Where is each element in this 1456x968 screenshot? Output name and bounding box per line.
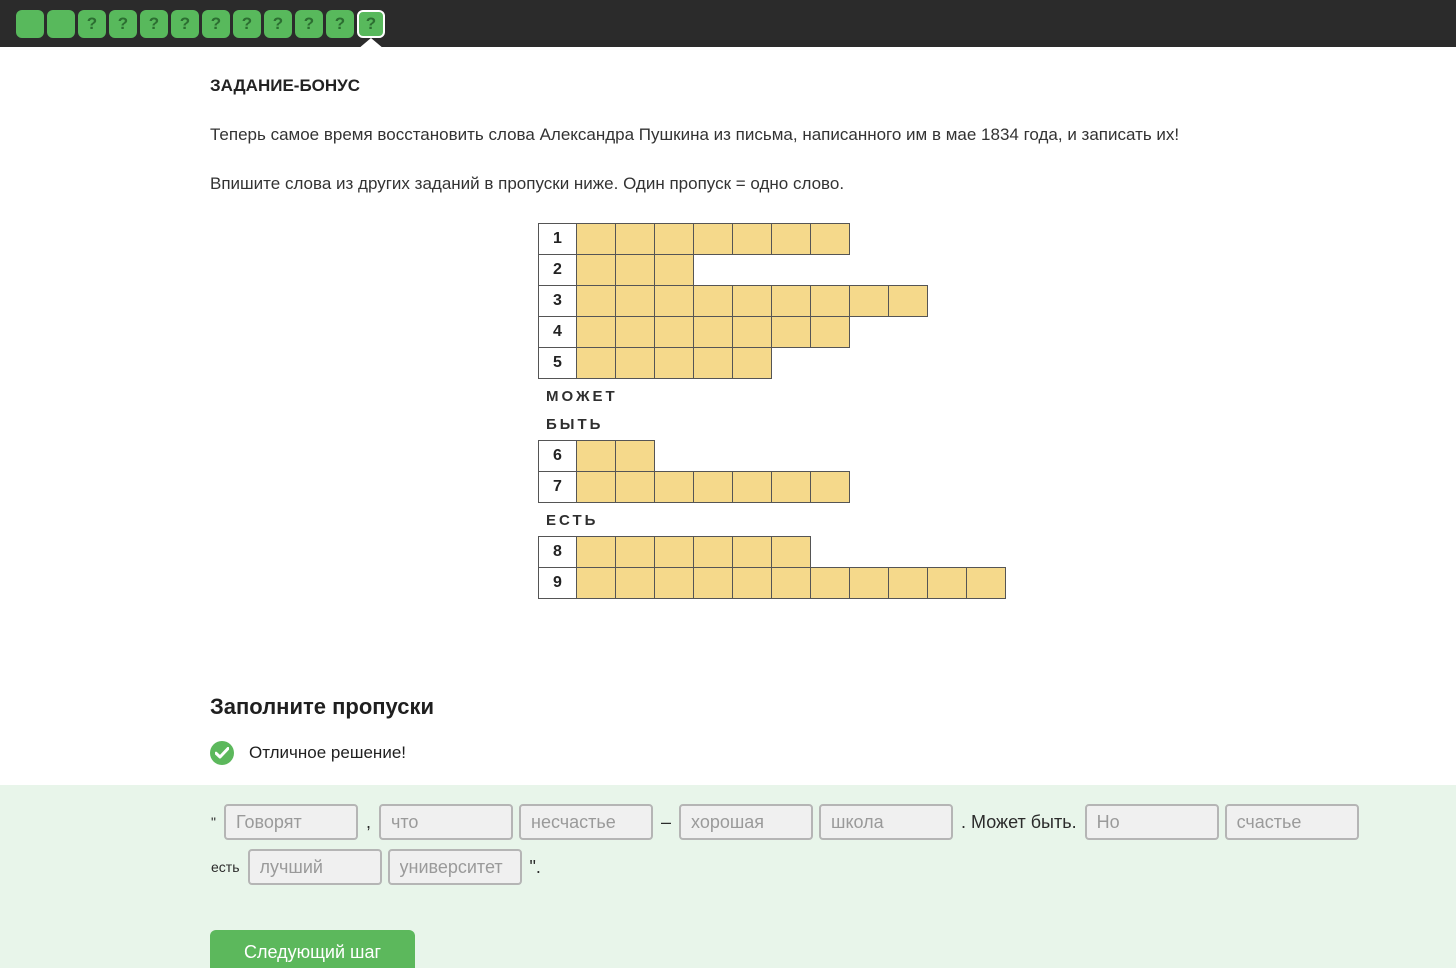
word-input[interactable] (248, 849, 382, 885)
crossword-cell (771, 471, 811, 503)
crossword-cell (732, 347, 772, 379)
crossword (538, 223, 1456, 599)
word-input[interactable] (1085, 804, 1219, 840)
crossword-cell (810, 316, 850, 348)
crossword-row-number: 6 (538, 440, 577, 472)
step-square[interactable]: ? (202, 10, 230, 38)
crossword-cell (693, 567, 733, 599)
crossword-cell (576, 316, 616, 348)
crossword-cell (732, 536, 772, 568)
crossword-cell (654, 347, 694, 379)
crossword-cell (693, 316, 733, 348)
crossword-cell (576, 285, 616, 317)
crossword-row (538, 316, 1456, 348)
crossword-row (538, 471, 1456, 503)
crossword-cell (810, 285, 850, 317)
crossword-cell (615, 536, 655, 568)
next-step-button[interactable]: Следующий шаг (210, 930, 415, 968)
crossword-cell (576, 471, 616, 503)
crossword-cell (576, 567, 616, 599)
word-input[interactable] (519, 804, 653, 840)
crossword-cell (576, 347, 616, 379)
crossword-cell (849, 285, 889, 317)
step-square[interactable]: ? (171, 10, 199, 38)
step-square[interactable]: ? (295, 10, 323, 38)
fill-line-1 (210, 804, 1416, 840)
crossword-row-number: 2 (538, 254, 577, 286)
fill-static-text: есть (211, 859, 240, 875)
fill-line-2 (210, 849, 1416, 885)
check-circle-icon (210, 741, 234, 765)
step-square[interactable] (16, 10, 44, 38)
crossword-cell (771, 536, 811, 568)
crossword-cell (771, 316, 811, 348)
crossword-cell (654, 567, 694, 599)
word-input[interactable] (388, 849, 522, 885)
step-square[interactable]: ? (109, 10, 137, 38)
crossword-cell (732, 471, 772, 503)
crossword-cell (732, 316, 772, 348)
task-title: ЗАДАНИЕ-БОНУС (210, 76, 361, 95)
crossword-label: ЕСТЬ (546, 512, 599, 529)
crossword-row (538, 285, 1456, 317)
crossword-row-number: 5 (538, 347, 577, 379)
crossword-cell (693, 536, 733, 568)
crossword-cell (693, 223, 733, 255)
crossword-cell (732, 285, 772, 317)
crossword-cell (888, 285, 928, 317)
crossword-row-number: 1 (538, 223, 577, 255)
fill-static-text: ". (529, 856, 541, 877)
crossword-cell (654, 316, 694, 348)
crossword-cell (732, 567, 772, 599)
fill-heading: Заполните пропуски (210, 694, 435, 719)
crossword-label: МОЖЕТ (546, 388, 618, 405)
crossword-row (538, 254, 1456, 286)
crossword-row (538, 567, 1456, 599)
crossword-cell (615, 285, 655, 317)
step-square[interactable]: ? (233, 10, 261, 38)
fill-static-text: . Может быть. (961, 811, 1077, 832)
crossword-cell (927, 567, 967, 599)
fill-static-text: " (211, 814, 216, 830)
crossword-cell (810, 567, 850, 599)
crossword-cell (771, 567, 811, 599)
crossword-cell (966, 567, 1006, 599)
crossword-cell (693, 347, 733, 379)
word-input[interactable] (1225, 804, 1359, 840)
crossword-cell (615, 440, 655, 472)
feedback-row (210, 741, 1456, 765)
step-square[interactable]: ? (264, 10, 292, 38)
crossword-row-number: 4 (538, 316, 577, 348)
crossword-cell (810, 471, 850, 503)
step-square[interactable]: ? (140, 10, 168, 38)
crossword-cell (888, 567, 928, 599)
crossword-cell (615, 567, 655, 599)
crossword-cell (615, 347, 655, 379)
crossword-row-number: 3 (538, 285, 577, 317)
crossword-cell (654, 536, 694, 568)
crossword-cell (654, 223, 694, 255)
answer-panel (0, 785, 1456, 968)
crossword-cell (615, 223, 655, 255)
crossword-cell (732, 223, 772, 255)
step-square[interactable] (47, 10, 75, 38)
crossword-cell (576, 440, 616, 472)
crossword-cell (615, 254, 655, 286)
crossword-row (538, 536, 1456, 568)
crossword-row (538, 223, 1456, 255)
crossword-row-number: 8 (538, 536, 577, 568)
crossword-cell (654, 471, 694, 503)
step-square-active[interactable]: ? (357, 10, 385, 38)
step-square[interactable]: ? (78, 10, 106, 38)
word-input[interactable] (679, 804, 813, 840)
fill-static-text: – (661, 811, 672, 832)
crossword-cell (810, 223, 850, 255)
task-content (0, 76, 1456, 968)
crossword-cell (693, 285, 733, 317)
fill-static-text: , (365, 811, 371, 832)
crossword-cell (654, 254, 694, 286)
word-input[interactable] (224, 804, 358, 840)
step-square[interactable]: ? (326, 10, 354, 38)
crossword-cell (771, 285, 811, 317)
task-paragraph-1: Теперь самое время восстановить слова Александра Пушкина из письма, написанного им в мае 1834 года, и записать их! (210, 125, 1180, 144)
crossword-cell (771, 223, 811, 255)
crossword-row (538, 440, 1456, 472)
progress-bar (0, 0, 1456, 47)
crossword-cell (849, 567, 889, 599)
feedback-text: Отличное решение! (249, 743, 406, 762)
crossword-cell (615, 471, 655, 503)
crossword-label: БЫТЬ (546, 416, 604, 433)
active-step-pointer-icon (358, 38, 384, 49)
crossword-row-number: 9 (538, 567, 577, 599)
task-paragraph-2: Впишите слова из других заданий в пропуски ниже. Один пропуск = одно слово. (210, 174, 845, 193)
crossword-row-number: 7 (538, 471, 577, 503)
crossword-cell (654, 285, 694, 317)
crossword-cell (576, 254, 616, 286)
crossword-cell (576, 223, 616, 255)
crossword-row (538, 347, 1456, 379)
crossword-cell (615, 316, 655, 348)
crossword-cell (693, 471, 733, 503)
word-input[interactable] (819, 804, 953, 840)
crossword-cell (576, 536, 616, 568)
word-input[interactable] (379, 804, 513, 840)
